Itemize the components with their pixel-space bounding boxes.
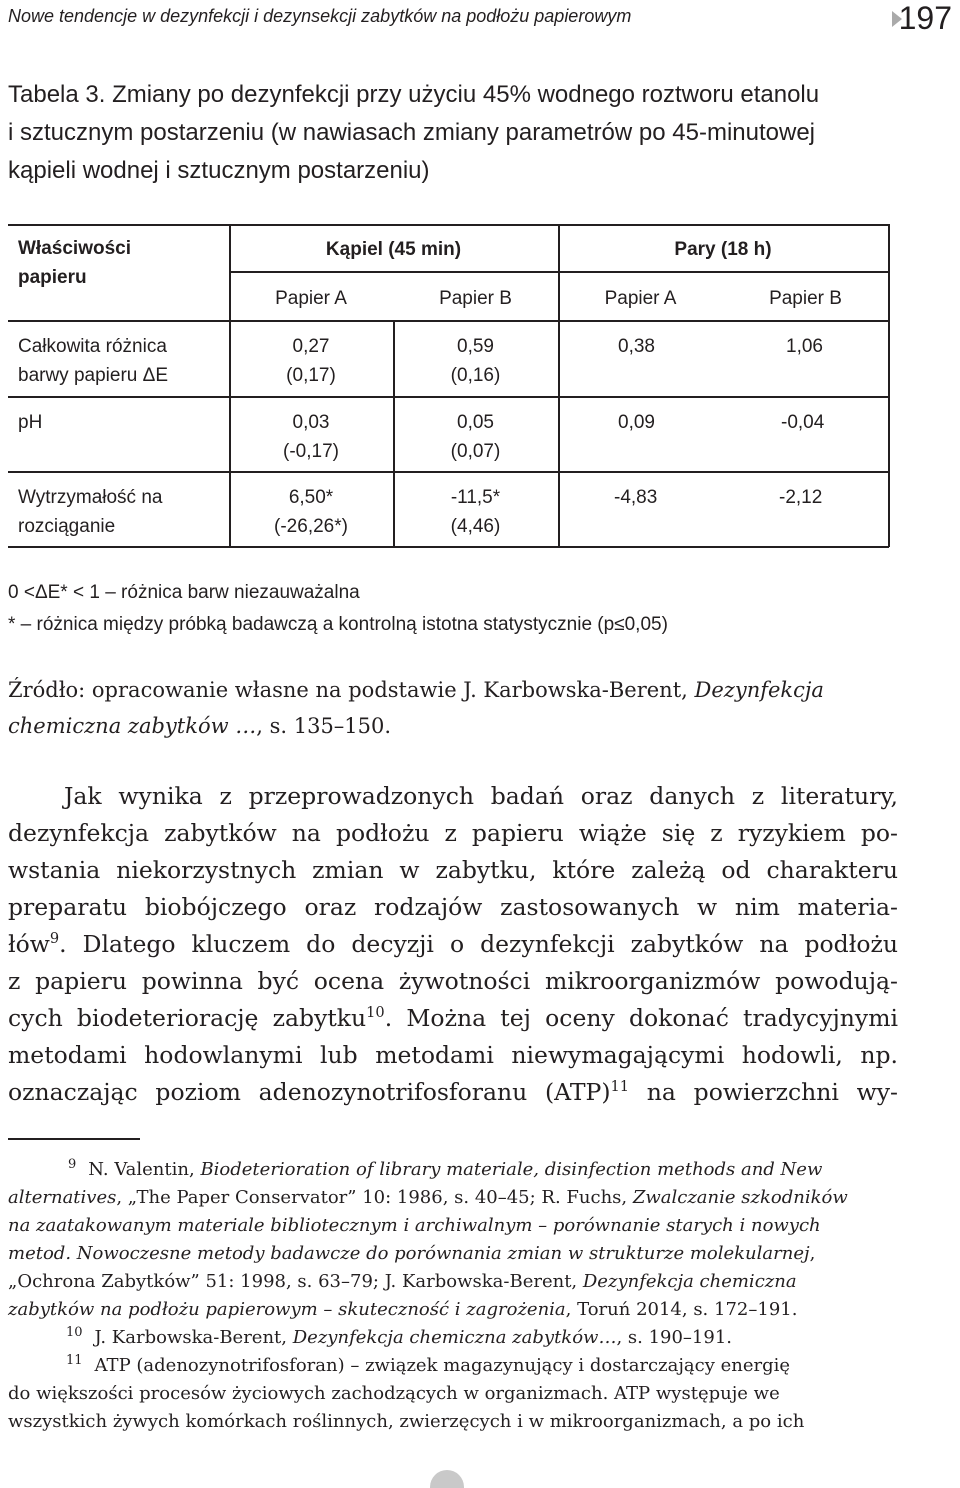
table-note: 0 <ΔE* < 1 – różnica barw niezauważalna (8, 582, 360, 603)
table-rule (8, 320, 889, 322)
value-cell: -4,83 (614, 487, 658, 508)
footnote-line (8, 1156, 898, 1184)
body-paragraph (8, 778, 898, 1111)
cell-subvalue: (0,07) (450, 441, 501, 462)
header-property-line: Właściwości (18, 238, 131, 259)
row-label (18, 483, 162, 541)
value-cell (393, 483, 558, 541)
cell-value: -11,5* (450, 487, 501, 508)
caption-line: kąpieli wodnej i sztucznym postarzeniu) (8, 157, 430, 184)
header-paper-b: Papier B (769, 288, 842, 309)
cell-subvalue: (-26,26*) (274, 516, 348, 537)
cell-value: 6,50* (288, 487, 334, 508)
row-label-line: pH (18, 412, 43, 433)
body-fragment: na powierzchni wy- (629, 1078, 898, 1106)
body-line (8, 1000, 898, 1037)
row-label-line: barwy papieru ΔE (18, 365, 168, 386)
footnote-text: , „The Paper Conservator” 10: 1986, s. 40–45; R. Fuchs, (116, 1187, 633, 1208)
data-table (0, 0, 960, 560)
value-cell: 0,09 (618, 412, 655, 433)
footnote-text: , s. 190–191. (616, 1327, 733, 1348)
row-label-line: Całkowita różnica (18, 336, 167, 357)
body-fragment: . Można tej oceny dokonać tradycyjnymi (384, 1004, 898, 1032)
footnote-line (8, 1296, 898, 1324)
row-label-line: rozciąganie (18, 516, 116, 537)
value-cell (393, 332, 558, 390)
header-paper-a: Papier A (604, 288, 677, 309)
source-prefix: Źródło: opracowanie własne na podstawie J. Karbowska-Berent, (8, 678, 695, 702)
footnote-line (8, 1268, 898, 1296)
value-cell (393, 408, 558, 466)
source-suffix: , s. 135–150. (256, 714, 392, 738)
footnote-line (8, 1352, 898, 1380)
header-property (18, 234, 131, 292)
footnote-text: , (809, 1243, 816, 1264)
header-paper-a: Papier A (275, 288, 347, 309)
footnote-ref: 11 (610, 1078, 630, 1096)
body-fragment: cych biodeteriorację zabytku (8, 1004, 367, 1032)
body-line: wstania niekorzystnych zmian w zabytku, które zależą od charakteru (8, 856, 898, 884)
footnote-text: ATP (adenozynotrifosforan) – związek magazynujący i dostarczający energię (94, 1355, 791, 1376)
source-title: Dezynfekcja (694, 678, 824, 702)
table-rule (888, 224, 890, 547)
cell-value: 0,03 (292, 412, 330, 433)
footnote-number: 9 (68, 1157, 77, 1172)
cell-value: 0,59 (457, 336, 494, 357)
cell-subvalue: (4,46) (450, 516, 501, 537)
footnote-text: , Toruń 2014, s. 172–191. (565, 1299, 798, 1320)
page-bottom-marker (430, 1470, 464, 1488)
footnote-line (8, 1240, 898, 1268)
body-line: metodami hodowlanymi lub metodami niewymagającymi hodowli, np. (8, 1041, 898, 1069)
source-line (8, 672, 898, 708)
source-citation (8, 672, 898, 744)
body-line: z papieru powinna być ocena żywotności mikroorganizmów powodują- (8, 967, 898, 995)
footnote-divider (8, 1138, 140, 1140)
value-cell (229, 332, 393, 390)
footnote-ref: 10 (366, 1004, 385, 1022)
body-fragment: . Dlatego kluczem do decyzji o dezynfekcji zabytków na podłożu (59, 930, 898, 958)
footnote-text: J. Karbowska-Berent, (94, 1327, 293, 1348)
value-cell (229, 408, 393, 466)
cell-subvalue: (0,17) (286, 365, 336, 386)
source-title: chemiczna zabytków … (8, 714, 257, 738)
body-line: dezynfekcja zabytków na podłożu z papieru wiąże się z ryzykiem po- (8, 819, 898, 847)
table-rule (8, 396, 889, 398)
header-property-line: papieru (18, 267, 87, 288)
footnote-italic: Biodeterioration of library materiale, disinfection methods and New (200, 1159, 823, 1180)
footnote-line (8, 1184, 898, 1212)
footnote-text: N. Valentin, (88, 1159, 201, 1180)
footnote-italic: Dezynfekcja chemiczna (582, 1271, 797, 1292)
cell-value: 0,05 (457, 412, 494, 433)
header-paper-b: Papier B (439, 288, 512, 309)
footnote-line: wszystkich żywych komórkach roślinnych, zwierzęcych i w mikroorganizmach, a po ich (8, 1411, 805, 1432)
footnote-line (8, 1212, 898, 1240)
page-number: 197 (898, 0, 952, 36)
footnote-number: 11 (66, 1353, 83, 1368)
body-fragment: oznaczając poziom adenozynotrifosforanu (ATP) (8, 1078, 611, 1106)
footnote-italic: na zaatakowanym materiale bibliotecznym i archiwalnym – porównanie starych i nowych (8, 1215, 821, 1236)
footnote-italic: Zwalczanie szkodników (632, 1187, 848, 1208)
running-header-title: Nowe tendencje w dezynfekcji i dezynsekcji zabytków na podłożu papierowym (8, 6, 632, 26)
value-cell: -0,04 (781, 412, 825, 433)
footnote-italic: Dezynfekcja chemiczna zabytków… (292, 1327, 617, 1348)
footnote-line: do większości procesów życiowych zachodzących w organizmach. ATP występuje we (8, 1383, 780, 1404)
value-cell: 1,06 (786, 336, 823, 357)
value-cell (229, 483, 393, 541)
row-label-line: Wytrzymałość na (18, 487, 163, 508)
footnote-number: 10 (66, 1325, 83, 1340)
table-rule (8, 471, 889, 473)
body-fragment: łów (8, 930, 50, 958)
row-label (18, 332, 168, 390)
table-rule (558, 224, 560, 547)
header-bath-group: Kąpiel (45 min) (325, 239, 462, 260)
table-rule (8, 224, 889, 226)
table-note: * – różnica między próbką badawczą a kontrolną istotna statystycznie (p≤0,05) (8, 614, 668, 635)
footnote-italic: alternatives (8, 1187, 117, 1208)
footnotes (8, 1156, 898, 1436)
body-line (8, 1074, 898, 1111)
body-line: Jak wynika z przeprowadzonych badań oraz danych z literatury, (64, 782, 898, 810)
body-line: preparatu biobójczego oraz rodzajów zastosowanych w nim materia- (8, 893, 898, 921)
caption-line: i sztucznym postarzeniu (w nawiasach zmiany parametrów po 45-minutowej (8, 119, 815, 146)
caption-line: Tabela 3. Zmiany po dezynfekcji przy użyciu 45% wodnego roztworu etanolu (8, 81, 820, 108)
footnote-text: „Ochrona Zabytków” 51: 1998, s. 63–79; J. Karbowska-Berent, (8, 1271, 583, 1292)
cell-value: 0,27 (292, 336, 330, 357)
cell-subvalue: (-0,17) (283, 441, 339, 462)
table-rule (8, 546, 889, 548)
footnote-ref: 9 (49, 930, 60, 948)
header-vapor-group: Pary (18 h) (674, 239, 772, 260)
footnote-italic: zabytków na podłożu papierowym – skuteczność i zagrożenia (8, 1299, 566, 1320)
body-line (8, 926, 898, 963)
cell-subvalue: (0,16) (450, 365, 501, 386)
footnote-italic: metod. Nowoczesne metody badawcze do porównania zmian w strukturze molekularnej (8, 1243, 810, 1264)
value-cell: 0,38 (618, 336, 655, 357)
value-cell: -2,12 (779, 487, 823, 508)
footnote-line (8, 1324, 898, 1352)
source-line (8, 708, 898, 744)
row-label (18, 408, 42, 437)
